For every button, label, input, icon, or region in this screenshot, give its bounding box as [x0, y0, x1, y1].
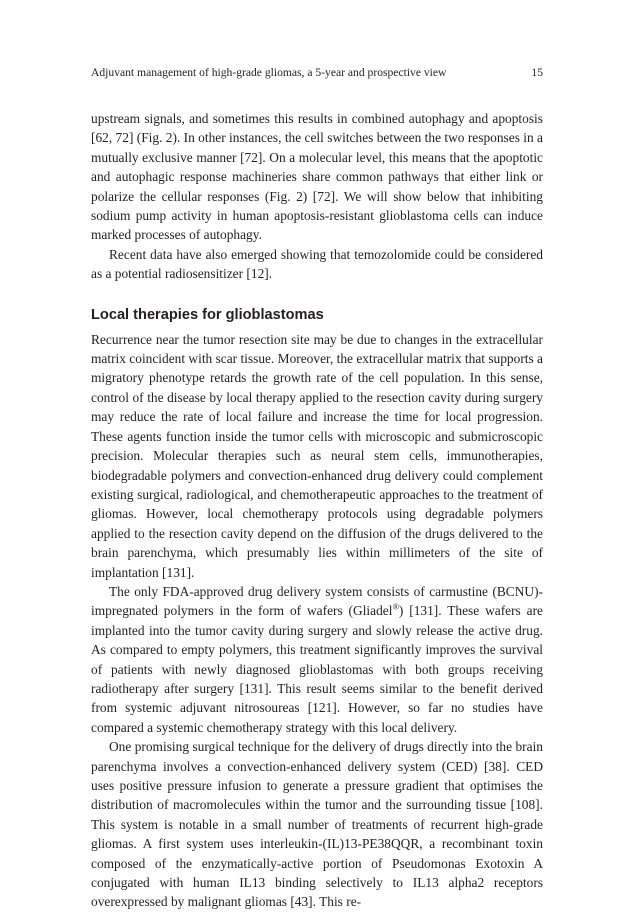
registered-mark: ®: [392, 601, 399, 612]
paragraph-continued: upstream signals, and sometimes this results in combined autophagy and apoptosis [62, 72] (Fig. 2). In other instances, the cell switches between the two responses in a mutually exclusive manner [72]. On a molecular level, this means that the apoptotic and autophagic response machineries share common pathways that either link or polarize the cellular responses (Fig. 2) [72]. We will show below that inhibiting sodium pump activity in human apoptosis-resistant glioblastoma cells can induce marked processes of autophagy.: [91, 111, 543, 243]
paragraph-radiosensitizer: Recent data have also emerged showing that temozolomide could be considered as a potential radiosensitizer [12].: [91, 246, 543, 282]
paragraph-fda-approved: [91, 582, 543, 737]
fda-text-start: The only FDA-approved drug delivery system consists of carmustine (BCNU)-impregnated polymers in the form of wafers (Gliadel: [91, 583, 543, 619]
fda-text-end: ) [131]. These wafers are implanted into the tumor cavity during surgery and slowly release the active drug. As compared to empty polymers, this treatment significantly improves the survival of patients with newly diagnosed glioblastomas with both groups receiving radiotherapy after surgery [131]. This result seems similar to the benefit derived from systemic adjuvant nitrosoureas [121]. However, so far no studies have compared a systemic chemotherapy strategy with this local delivery.: [91, 603, 543, 735]
paragraph-ced: One promising surgical technique for the delivery of drugs directly into the brain parenchyma involves a convection-enhanced delivery system (CED) [38]. CED uses positive pressure infusion to generate a pressure gradient that optimises the distribution of macromolecules within the tumor and the surrounding tissue [108]. This system is notable in a small number of treatments of recurrent high-grade gliomas. A first system uses interleukin-(IL)13-PE38QQR, a recombinant toxin composed of the enzymatically-active portion of Pseudomonas Exotoxin A conjugated with human IL13 binding selectively to IL13 alpha2 receptors overexpressed by malignant gliomas [43]. This re-: [91, 739, 543, 910]
page-number: 15: [531, 66, 543, 79]
body-text: [91, 109, 543, 912]
running-head-title: Adjuvant management of high-grade gliomas, a 5-year and prospective view: [91, 66, 447, 79]
paragraph-local-therapy: Recurrence near the tumor resection site may be due to changes in the extracellular matrix coincident with scar tissue. Moreover, the extracellular matrix that supports a migratory phenotype retards the growth rate of the cell population. In this sense, control of the disease by local therapy applied to the resection cavity during surgery may reduce the rate of local failure and increase the time for local progression. These agents function inside the tumor cells with microscopic and submicroscopic precision. Molecular therapies such as neural stem cells, immunotherapies, biodegradable polymers and convection-enhanced drug delivery could complement existing surgical, radiological, and chemotherapeutic approaches to the treatment of gliomas. However, local chemotherapy protocols using degradable polymers applied to the resection cavity depend on the diffusion of the drugs delivered to the brain parenchyma, which presumably lies within millimeters of the site of implantation [131].: [91, 331, 543, 580]
section-heading: Local therapies for glioblastomas: [91, 306, 324, 323]
